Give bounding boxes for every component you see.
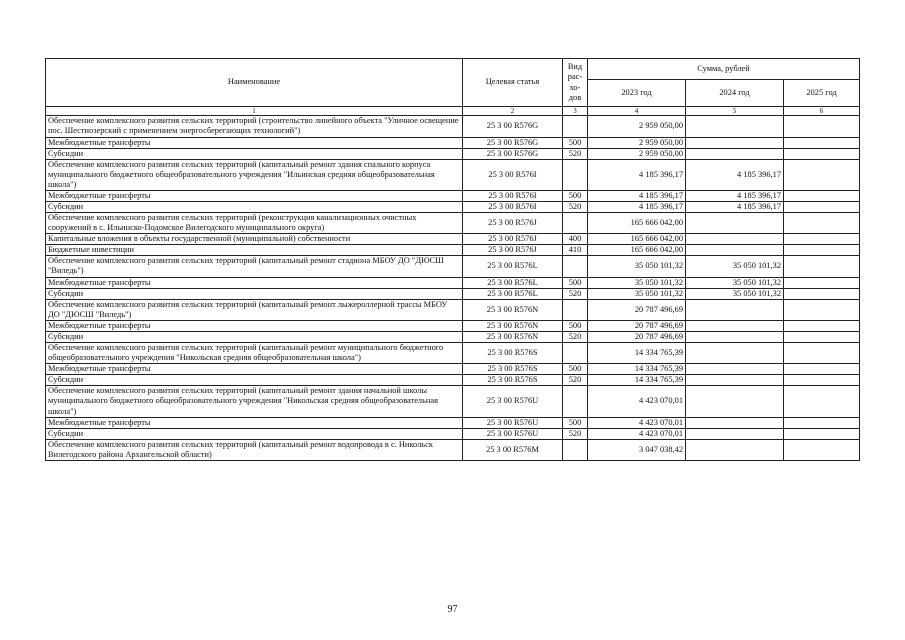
- row-name: Обеспечение комплексного развития сельских территорий (реконструкция канализационных очистных сооружений в с. Ильинско-Подомское Вилегодского муниципального округа): [46, 213, 463, 234]
- row-sum-2024: [686, 137, 784, 148]
- row-target-article: 25 3 00 R576L: [463, 277, 563, 288]
- row-sum-2024: [686, 364, 784, 375]
- row-target-article: 25 3 00 R576I: [463, 159, 563, 190]
- table-row: [46, 245, 860, 256]
- row-name: Межбюджетные трансферты: [46, 417, 463, 428]
- row-expense-type: [563, 116, 588, 137]
- table-row: [46, 428, 860, 439]
- row-sum-2024: [686, 439, 784, 460]
- row-name: Межбюджетные трансферты: [46, 364, 463, 375]
- row-target-article: 25 3 00 R576G: [463, 137, 563, 148]
- row-sum-2023: 165 666 042,00: [588, 213, 686, 234]
- header-target-article: Целевая статья: [463, 59, 563, 107]
- row-target-article: 25 3 00 R576J: [463, 245, 563, 256]
- row-sum-2023: 4 423 070,01: [588, 386, 686, 417]
- row-expense-type: 410: [563, 245, 588, 256]
- budget-table: [45, 58, 860, 461]
- row-sum-2025: [784, 343, 860, 364]
- row-name: Межбюджетные трансферты: [46, 320, 463, 331]
- row-sum-2023: 2 959 050,00: [588, 148, 686, 159]
- row-sum-2025: [784, 288, 860, 299]
- header-year-2024: 2024 год: [686, 80, 784, 107]
- row-sum-2023: 165 666 042,00: [588, 245, 686, 256]
- row-name: Обеспечение комплексного развития сельских территорий (строительство линейного объекта "Уличное освещение пос. Шестиозерский с применением энергосберегающих технологий"): [46, 116, 463, 137]
- row-sum-2023: 20 787 496,69: [588, 331, 686, 342]
- row-sum-2024: [686, 148, 784, 159]
- row-sum-2024: [686, 375, 784, 386]
- row-target-article: 25 3 00 R576U: [463, 386, 563, 417]
- row-target-article: 25 3 00 R576U: [463, 428, 563, 439]
- row-sum-2025: [784, 299, 860, 320]
- table-row: [46, 137, 860, 148]
- row-target-article: 25 3 00 R576J: [463, 234, 563, 245]
- row-name: Обеспечение комплексного развития сельских территорий (капитальный ремонт здания спального корпуса муниципального бюджетного общеобразовательного учреждения "Ильинская средняя общеобразовательная школа"): [46, 159, 463, 190]
- row-sum-2025: [784, 234, 860, 245]
- row-target-article: 25 3 00 R576N: [463, 320, 563, 331]
- row-expense-type: [563, 256, 588, 277]
- row-sum-2024: [686, 320, 784, 331]
- row-sum-2025: [784, 375, 860, 386]
- row-sum-2023: 20 787 496,69: [588, 299, 686, 320]
- row-name: Обеспечение комплексного развития сельских территорий (капитальный ремонт водопровода в с. Никольск Вилегодского района Архангельской области): [46, 439, 463, 460]
- column-number: 6: [784, 107, 860, 116]
- row-sum-2025: [784, 364, 860, 375]
- row-sum-2025: [784, 245, 860, 256]
- table-row: [46, 364, 860, 375]
- row-sum-2024: [686, 343, 784, 364]
- row-expense-type: [563, 439, 588, 460]
- row-sum-2025: [784, 190, 860, 201]
- row-sum-2024: [686, 245, 784, 256]
- row-sum-2023: 4 423 070,01: [588, 428, 686, 439]
- row-sum-2023: 4 185 396,17: [588, 190, 686, 201]
- header-year-2025: 2025 год: [784, 80, 860, 107]
- row-sum-2023: 2 959 050,00: [588, 137, 686, 148]
- row-name: Субсидии: [46, 428, 463, 439]
- table-row: [46, 116, 860, 137]
- column-number: 3: [563, 107, 588, 116]
- table-header: [46, 59, 860, 116]
- row-expense-type: 520: [563, 288, 588, 299]
- table-row: [46, 148, 860, 159]
- row-expense-type: [563, 159, 588, 190]
- table-row: [46, 417, 860, 428]
- header-year-2023: 2023 год: [588, 80, 686, 107]
- row-sum-2025: [784, 213, 860, 234]
- row-sum-2024: [686, 428, 784, 439]
- row-sum-2024: [686, 234, 784, 245]
- row-sum-2025: [784, 277, 860, 288]
- row-sum-2023: 14 334 765,39: [588, 375, 686, 386]
- table-row: [46, 375, 860, 386]
- row-sum-2024: 35 050 101,32: [686, 277, 784, 288]
- row-target-article: 25 3 00 R576G: [463, 116, 563, 137]
- row-target-article: 25 3 00 R576I: [463, 202, 563, 213]
- row-sum-2023: 3 047 038,42: [588, 439, 686, 460]
- row-target-article: 25 3 00 R576I: [463, 190, 563, 201]
- row-sum-2023: 35 050 101,32: [588, 277, 686, 288]
- row-sum-2024: [686, 386, 784, 417]
- row-target-article: 25 3 00 R576G: [463, 148, 563, 159]
- column-number-row: [46, 107, 860, 116]
- row-target-article: 25 3 00 R576J: [463, 213, 563, 234]
- row-sum-2025: [784, 202, 860, 213]
- column-number: 4: [588, 107, 686, 116]
- row-sum-2023: 14 334 765,39: [588, 364, 686, 375]
- column-number: 1: [46, 107, 463, 116]
- row-name: Субсидии: [46, 375, 463, 386]
- row-sum-2024: 4 185 396,17: [686, 159, 784, 190]
- row-sum-2023: 20 787 496,69: [588, 320, 686, 331]
- row-expense-type: [563, 299, 588, 320]
- row-sum-2023: 4 423 070,01: [588, 417, 686, 428]
- row-expense-type: 500: [563, 320, 588, 331]
- table-row: [46, 343, 860, 364]
- column-number: 5: [686, 107, 784, 116]
- row-expense-type: 520: [563, 375, 588, 386]
- row-sum-2023: 2 959 050,00: [588, 116, 686, 137]
- row-target-article: 25 3 00 R576M: [463, 439, 563, 460]
- row-sum-2025: [784, 137, 860, 148]
- row-sum-2024: [686, 417, 784, 428]
- row-target-article: 25 3 00 R576L: [463, 288, 563, 299]
- row-name: Субсидии: [46, 148, 463, 159]
- table-row: [46, 439, 860, 460]
- row-sum-2025: [784, 320, 860, 331]
- row-sum-2025: [784, 439, 860, 460]
- row-expense-type: 520: [563, 202, 588, 213]
- row-sum-2023: 4 185 396,17: [588, 159, 686, 190]
- row-sum-2024: 4 185 396,17: [686, 202, 784, 213]
- row-target-article: 25 3 00 R576S: [463, 343, 563, 364]
- row-sum-2024: 4 185 396,17: [686, 190, 784, 201]
- row-expense-type: 400: [563, 234, 588, 245]
- table-row: [46, 331, 860, 342]
- row-sum-2024: [686, 299, 784, 320]
- row-expense-type: 500: [563, 137, 588, 148]
- row-expense-type: [563, 213, 588, 234]
- row-name: Обеспечение комплексного развития сельских территорий (капитальный ремонт здания начальной школы муниципального бюджетного общеобразовательного учреждения "Никольская средняя общеобразовательная школа"): [46, 386, 463, 417]
- row-name: Обеспечение комплексного развития сельских территорий (капитальный ремонт стадиона МБОУ ДО "ДЮСШ "Виледь"): [46, 256, 463, 277]
- row-name: Субсидии: [46, 331, 463, 342]
- row-sum-2023: 35 050 101,32: [588, 256, 686, 277]
- row-name: Межбюджетные трансферты: [46, 137, 463, 148]
- row-expense-type: [563, 343, 588, 364]
- row-sum-2023: 4 185 396,17: [588, 202, 686, 213]
- row-sum-2023: 35 050 101,32: [588, 288, 686, 299]
- row-sum-2023: 165 666 042,00: [588, 234, 686, 245]
- row-sum-2025: [784, 256, 860, 277]
- row-target-article: 25 3 00 R576S: [463, 364, 563, 375]
- row-sum-2025: [784, 331, 860, 342]
- table-row: [46, 299, 860, 320]
- row-target-article: 25 3 00 R576U: [463, 417, 563, 428]
- row-sum-2025: [784, 386, 860, 417]
- header-sum: Сумма, рублей: [588, 59, 860, 80]
- row-name: Субсидии: [46, 288, 463, 299]
- table-row: [46, 320, 860, 331]
- table-row: [46, 190, 860, 201]
- row-sum-2023: 14 334 765,39: [588, 343, 686, 364]
- row-sum-2025: [784, 116, 860, 137]
- row-sum-2025: [784, 159, 860, 190]
- row-target-article: 25 3 00 R576N: [463, 331, 563, 342]
- row-expense-type: 500: [563, 190, 588, 201]
- row-target-article: 25 3 00 R576S: [463, 375, 563, 386]
- table-row: [46, 386, 860, 417]
- row-sum-2025: [784, 417, 860, 428]
- column-number: 2: [463, 107, 563, 116]
- row-expense-type: 500: [563, 417, 588, 428]
- row-expense-type: 520: [563, 331, 588, 342]
- row-name: Межбюджетные трансферты: [46, 190, 463, 201]
- table-row: [46, 213, 860, 234]
- table-body: [46, 116, 860, 461]
- table-row: [46, 277, 860, 288]
- row-sum-2024: 35 050 101,32: [686, 256, 784, 277]
- row-target-article: 25 3 00 R576N: [463, 299, 563, 320]
- row-sum-2025: [784, 428, 860, 439]
- header-name: Наименование: [46, 59, 463, 107]
- row-name: Межбюджетные трансферты: [46, 277, 463, 288]
- row-name: Капитальные вложения в объекты государственной (муниципальной) собственности: [46, 234, 463, 245]
- page-number: 97: [447, 604, 458, 615]
- row-expense-type: [563, 386, 588, 417]
- row-name: Субсидии: [46, 202, 463, 213]
- table-row: [46, 288, 860, 299]
- row-sum-2024: [686, 331, 784, 342]
- row-expense-type: 500: [563, 364, 588, 375]
- row-name: Обеспечение комплексного развития сельских территорий (капитальный ремонт лыжероллерной трассы МБОУ ДО "ДЮСШ "Виледь"): [46, 299, 463, 320]
- row-sum-2024: [686, 116, 784, 137]
- row-expense-type: 520: [563, 148, 588, 159]
- row-expense-type: 500: [563, 277, 588, 288]
- table-row: [46, 234, 860, 245]
- row-name: Обеспечение комплексного развития сельских территорий (капитальный ремонт муниципального бюджетного общеобразовательного учреждения "Никольская средняя общеобразовательная школа"): [46, 343, 463, 364]
- table-row: [46, 202, 860, 213]
- table-row: [46, 159, 860, 190]
- row-name: Бюджетные инвестиции: [46, 245, 463, 256]
- table-row: [46, 256, 860, 277]
- row-sum-2024: 35 050 101,32: [686, 288, 784, 299]
- row-sum-2025: [784, 148, 860, 159]
- header-expense-type: Вид рас-хо-дов: [563, 59, 588, 107]
- row-sum-2024: [686, 213, 784, 234]
- row-target-article: 25 3 00 R576L: [463, 256, 563, 277]
- row-expense-type: 520: [563, 428, 588, 439]
